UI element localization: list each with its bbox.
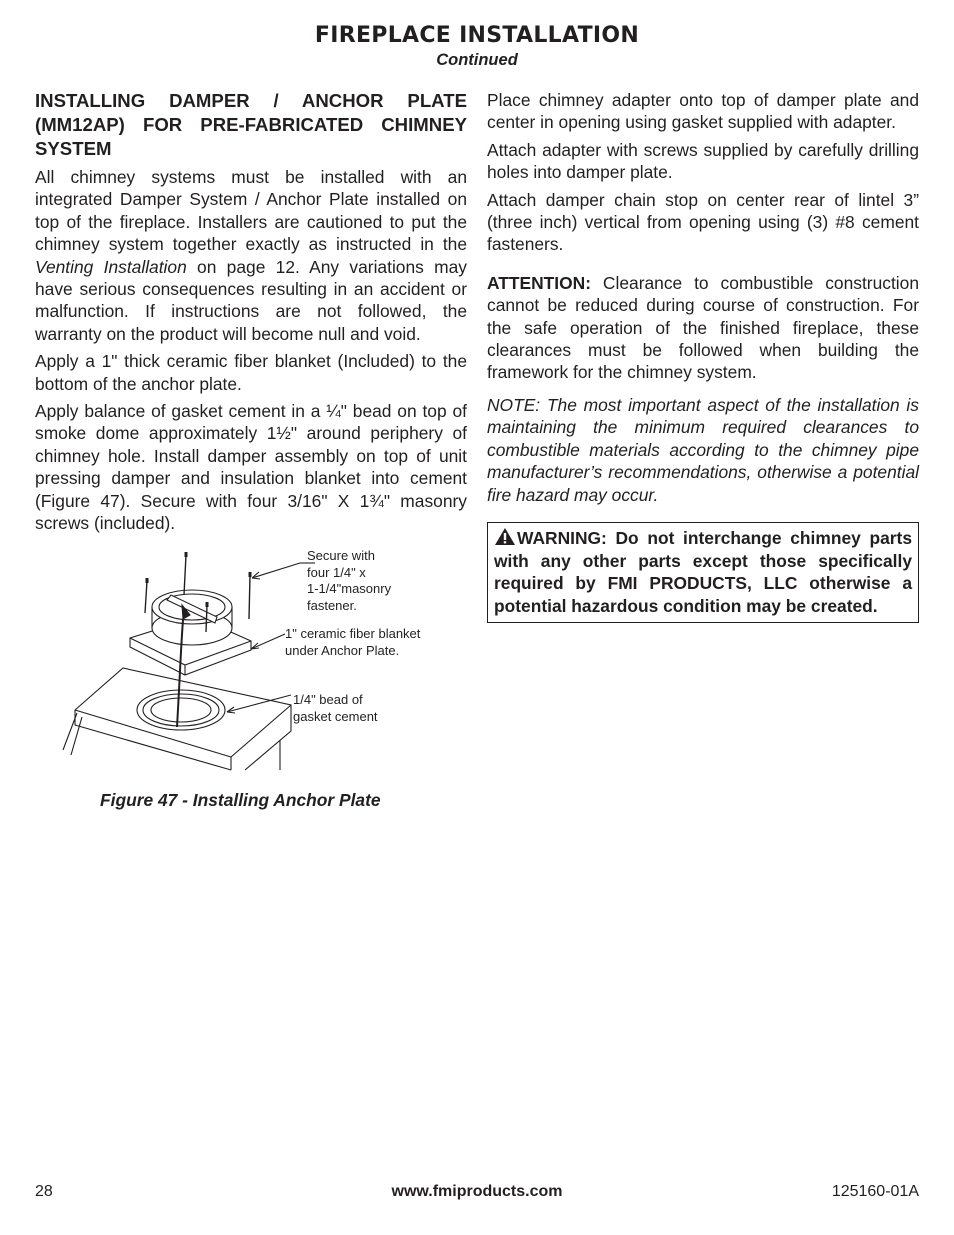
figure-caption: Figure 47 - Installing Anchor Plate [100, 790, 381, 810]
figure-47-illustration [55, 545, 455, 775]
page-title: FIREPLACE INSTALLATION [314, 23, 640, 48]
leader-line-blanket [251, 634, 285, 649]
paragraph-chimney-systems: All chimney systems must be installed with an integrated Damper System / Anchor Plate installed on top of the fireplace. Installers are cautioned to put the chimney system together exactly as instructed in the Venting Installation on page 12. Any variations may have serious consequences resulting in an accident or malfunction. If instructions are not followed, the warranty on the product will become null and void. [35, 167, 467, 344]
anchor-plate-drawing [55, 545, 455, 775]
page-header [0, 22, 954, 70]
website-link[interactable]: www.fmiproducts.com [391, 1183, 563, 1200]
page-subtitle: Continued [436, 51, 518, 69]
page-number: 28 [35, 1183, 53, 1200]
warning-box [487, 522, 919, 623]
paragraph-chimney-adapter: Place chimney adapter onto top of damper plate and center in opening using gasket supplied with adapter. [487, 90, 919, 133]
left-column [35, 89, 467, 540]
document-code: 125160-01A [831, 1183, 919, 1200]
screw [249, 575, 250, 619]
callout-fasteners: Secure with four 1/4" x 1-1/4"masonry fastener. [307, 548, 392, 613]
section-title: INSTALLING DAMPER / ANCHOR PLATE (MM12AP) FOR PRE-FABRICATED CHIMNEY SYSTEM [35, 90, 467, 159]
attention-label: ATTENTION: [487, 272, 592, 293]
smoke-dome-top [75, 668, 291, 770]
screw [184, 555, 186, 595]
paragraph-gasket-cement: Apply balance of gasket cement in a ¼" bead on top of smoke dome approximately 1½" around periphery of chimney hole. Install damper assembly on top of unit pressing damper and insulation blanket into cement (Figure 47). Secure with four 3/16" X 1¾" masonry screws (included). [35, 401, 467, 534]
callout-blanket: 1" ceramic fiber blanket under Anchor Plate. [285, 626, 421, 658]
paragraph-chain-stop: Attach damper chain stop on center rear of lintel 3” (three inch) vertical from opening using (3) #8 cement fasteners. [487, 189, 919, 255]
attention-paragraph: ATTENTION: Clearance to combustible construction cannot be reduced during course of construction. For the safe operation of the finished fireplace, these clearances must be followed when building the framework for the chimney system. [487, 272, 919, 383]
screw [206, 605, 207, 632]
note-paragraph: NOTE: The most important aspect of the installation is maintaining the minimum required clearances to combustible materials according to the chimney pipe manufacturer’s recommendations, otherwise a potential fire hazard may occur. [487, 394, 919, 505]
gasket-ring [137, 690, 225, 730]
screw [145, 581, 147, 613]
paragraph-attach-adapter: Attach adapter with screws supplied by carefully drilling holes into damper plate. [487, 139, 919, 183]
warning-text: WARNING: Do not interchange chimney parts with any other parts except those specifically required by FMI PRODUCTS, LLC otherwise a potential hazardous condition may be created. [494, 527, 912, 616]
venting-installation-reference: Venting Installation [35, 256, 187, 277]
paragraph-ceramic-blanket: Apply a 1" thick ceramic fiber blanket (Included) to the bottom of the anchor plate. [35, 351, 467, 394]
callout-gasket: 1/4" bead of gasket cement [293, 692, 378, 724]
right-column [487, 89, 919, 623]
warning-triangle-icon [494, 527, 516, 546]
